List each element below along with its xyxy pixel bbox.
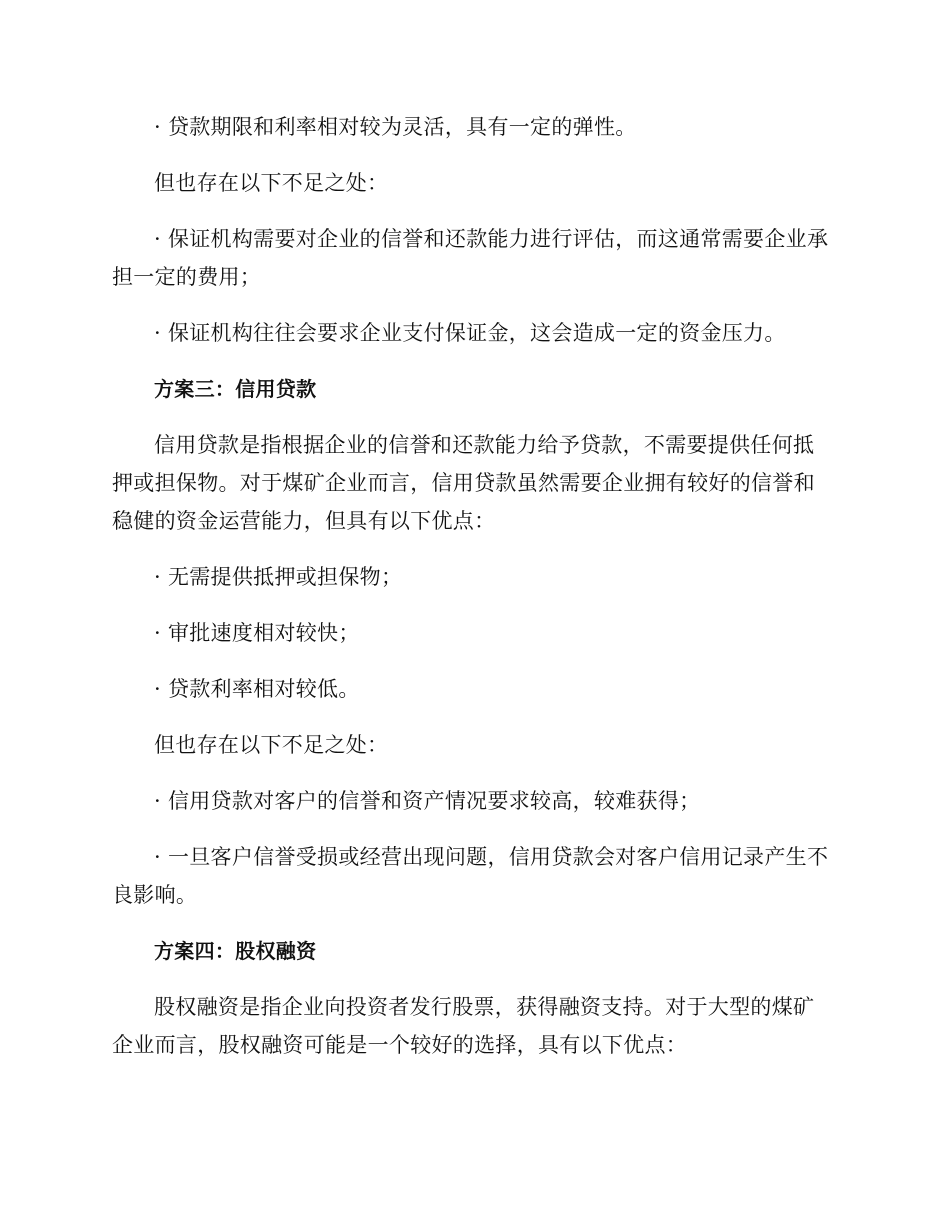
bullet-fast-approval: · 审批速度相对较快； xyxy=(154,621,360,645)
bullet-credit-record: · 一旦客户信誉受损或经营出现问题，信用贷款会对客户信用记录产生不良影响。 xyxy=(112,845,829,907)
document-body xyxy=(112,108,832,1082)
bullet-deposit-pressure: · 保证机构往往会要求企业支付保证金，这会造成一定的资金压力。 xyxy=(154,321,786,345)
equity-financing-description: 股权融资是指企业向投资者发行股票，获得融资支持。对于大型的煤矿企业而言，股权融资可能是一个较好的选择，具有以下优点： xyxy=(112,995,815,1057)
bullet-low-rate: · 贷款利率相对较低。 xyxy=(154,677,360,701)
bullet-flexible-terms: · 贷款期限和利率相对较为灵活，具有一定的弹性。 xyxy=(154,115,637,139)
drawbacks-intro-2: 但也存在以下不足之处： xyxy=(154,733,389,757)
section-heading-credit-loan: 方案三：信用贷款 xyxy=(154,377,317,401)
section-heading-equity-financing: 方案四：股权融资 xyxy=(154,939,317,963)
drawbacks-intro: 但也存在以下不足之处： xyxy=(154,171,389,195)
bullet-assessment-fee: · 保证机构需要对企业的信誉和还款能力进行评估，而这通常需要企业承担一定的费用； xyxy=(112,227,829,289)
credit-loan-description: 信用贷款是指根据企业的信誉和还款能力给予贷款，不需要提供任何抵押或担保物。对于煤矿企业而言，信用贷款虽然需要企业拥有较好的信誉和稳健的资金运营能力，但具有以下优点： xyxy=(112,433,815,533)
bullet-hard-to-obtain: · 信用贷款对客户的信誉和资产情况要求较高，较难获得； xyxy=(154,789,701,813)
bullet-no-collateral: · 无需提供抵押或担保物； xyxy=(154,565,403,589)
